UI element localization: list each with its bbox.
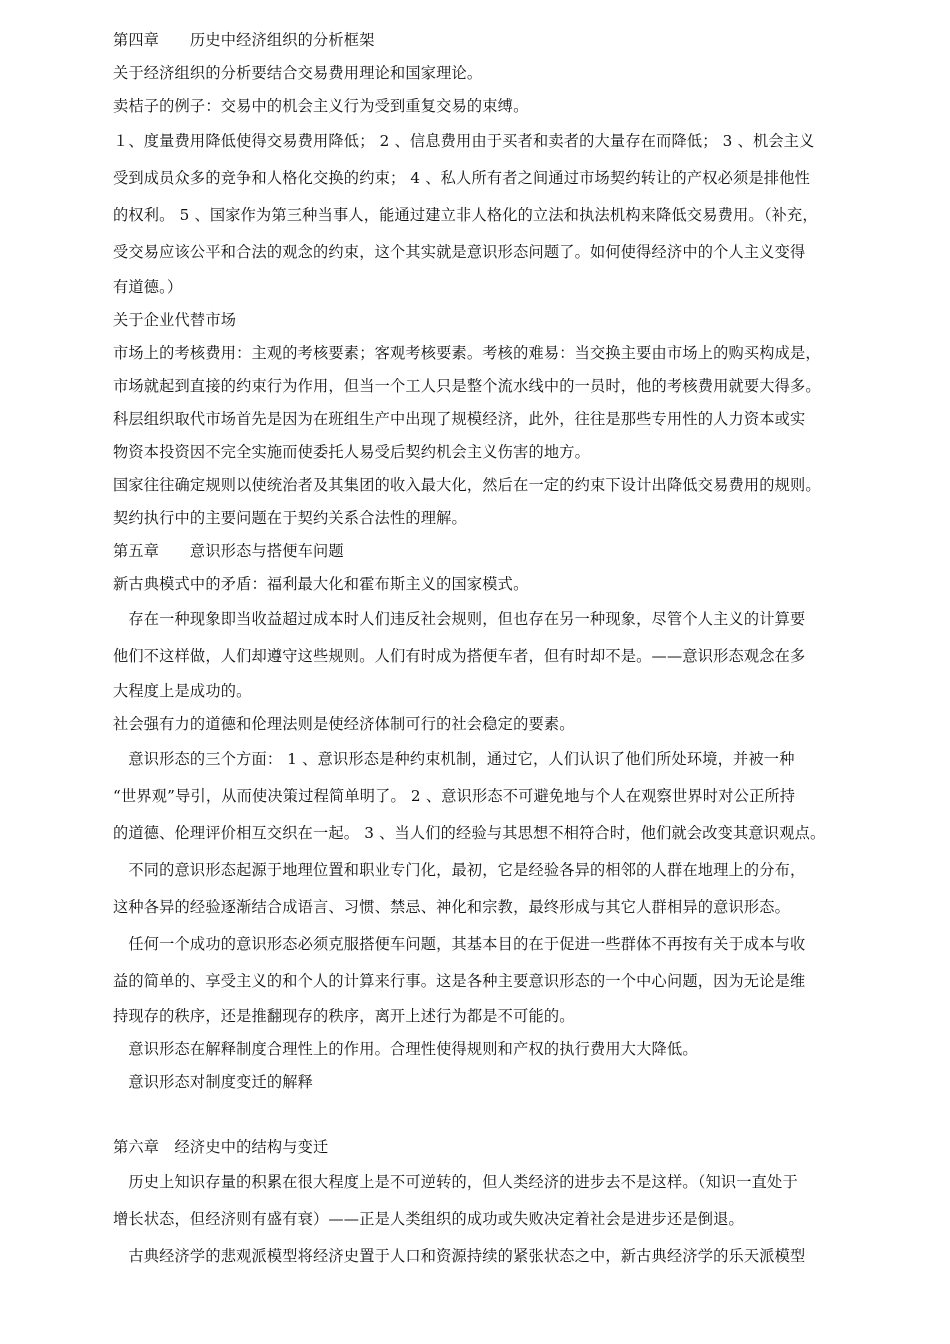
paragraph-line: １、度量费用降低使得交易费用降低； 2 、信息费用由于买者和卖者的大量存在而降低； 3 、机会主义 (113, 132, 815, 150)
chapter6-heading: 第六章 经济史中的结构与变迁 (113, 1138, 329, 1156)
document-page (113, 24, 889, 1275)
chapter4-heading: 第四章 历史中经济组织的分析框架 (113, 31, 375, 49)
paragraph-line: 意识形态对制度变迁的解释 (113, 1073, 314, 1091)
paragraph-line: “世界观”导引，从而使决策过程简单明了。 2 、意识形态不可避免地与个人在观察世界时对公正所持 (113, 787, 796, 805)
paragraph-line: 的权利。 5 、国家作为第三种当事人，能通过建立非人格化的立法和执法机构来降低交易费用。（补充， (113, 206, 818, 224)
paragraph-line: 增长状态，但经济则有盛有衰）——正是人类组织的成功或失败决定着社会是进步还是倒退。 (113, 1210, 744, 1228)
paragraph-line: 他们不这样做，人们却遵守这些规则。人们有时成为搭便车者，但有时却不是。——意识形态观念在多 (113, 647, 806, 665)
paragraph-line: 受交易应该公平和合法的观念的约束，这个其实就是意识形态问题了。如何使得经济中的个人主义变得 (113, 243, 806, 261)
paragraph-line: 物资本投资因不完全实施而使委托人易受后契约机会主义伤害的地方。 (113, 443, 591, 461)
paragraph-line: 意识形态在解释制度合理性上的作用。合理性使得规则和产权的执行费用大大降低。 (113, 1040, 698, 1058)
paragraph-line: 历史上知识存量的积累在很大程度上是不可逆转的，但人类经济的进步去不是这样。（知识一直处于 (113, 1173, 798, 1191)
paragraph-line: 这种各异的经验逐渐结合成语言、习惯、禁忌、神化和宗教，最终形成与其它人群相异的意识形态。 (113, 898, 791, 916)
paragraph-line: 的道德、伦理评价相互交织在一起。 3 、当人们的经验与其思想不相符合时，他们就会改变其意识观点。 (113, 824, 826, 842)
paragraph-line: 科层组织取代市场首先是因为在班组生产中出现了规模经济，此外，往往是那些专用性的人力资本或实 (113, 410, 806, 428)
chapter5-heading: 第五章 意识形态与搭便车问题 (113, 542, 344, 560)
paragraph-line: 新古典模式中的矛盾：福利最大化和霍布斯主义的国家模式。 (113, 575, 529, 593)
paragraph-line: 持现存的秩序，还是推翻现存的秩序，离开上述行为都是不可能的。 (113, 1007, 575, 1025)
section-heading: 关于企业代替市场 (113, 311, 237, 329)
paragraph-line: 大程度上是成功的。 (113, 682, 252, 700)
paragraph-line: 社会强有力的道德和伦理法则是使经济体制可行的社会稳定的要素。 (113, 715, 575, 733)
paragraph-line: 存在一种现象即当收益超过成本时人们违反社会规则，但也存在另一种现象，尽管个人主义的计算要 (113, 610, 806, 628)
paragraph-line: 意识形态的三个方面： 1 、意识形态是种约束机制，通过它，人们认识了他们所处环境，并被一种 (113, 750, 795, 768)
paragraph-line: 卖桔子的例子：交易中的机会主义行为受到重复交易的束缚。 (113, 97, 529, 115)
paragraph-line: 益的简单的、享受主义的和个人的计算来行事。这是各种主要意识形态的一个中心问题，因为无论是维 (113, 972, 806, 990)
paragraph-line: 市场就起到直接的约束行为作用，但当一个工人只是整个流水线中的一员时，他的考核费用就要大得多。 (113, 377, 821, 395)
paragraph-line: 古典经济学的悲观派模型将经济史置于人口和资源持续的紧张状态之中，新古典经济学的乐天派模型 (113, 1247, 806, 1265)
paragraph-line: 任何一个成功的意识形态必须克服搭便车问题，其基本目的在于促进一些群体不再按有关于成本与收 (113, 935, 806, 953)
paragraph-line: 关于经济组织的分析要结合交易费用理论和国家理论。 (113, 64, 483, 82)
paragraph-line: 有道德。） (113, 278, 183, 296)
paragraph-line: 受到成员众多的竞争和人格化交换的约束； 4 、私人所有者之间通过市场契约转让的产权必须是排他性 (113, 169, 810, 187)
paragraph-line: 国家往往确定规则以使统治者及其集团的收入最大化，然后在一定的约束下设计出降低交易费用的规则。 (113, 476, 821, 494)
paragraph-line: 不同的意识形态起源于地理位置和职业专门化，最初，它是经验各异的相邻的人群在地理上的分布， (113, 861, 806, 879)
paragraph-line: 契约执行中的主要问题在于契约关系合法性的理解。 (113, 509, 467, 527)
blank-spacer (113, 1099, 889, 1131)
paragraph-line: 市场上的考核费用：主观的考核要素；客观考核要素。考核的难易：当交换主要由市场上的购买构成是， (113, 344, 821, 362)
